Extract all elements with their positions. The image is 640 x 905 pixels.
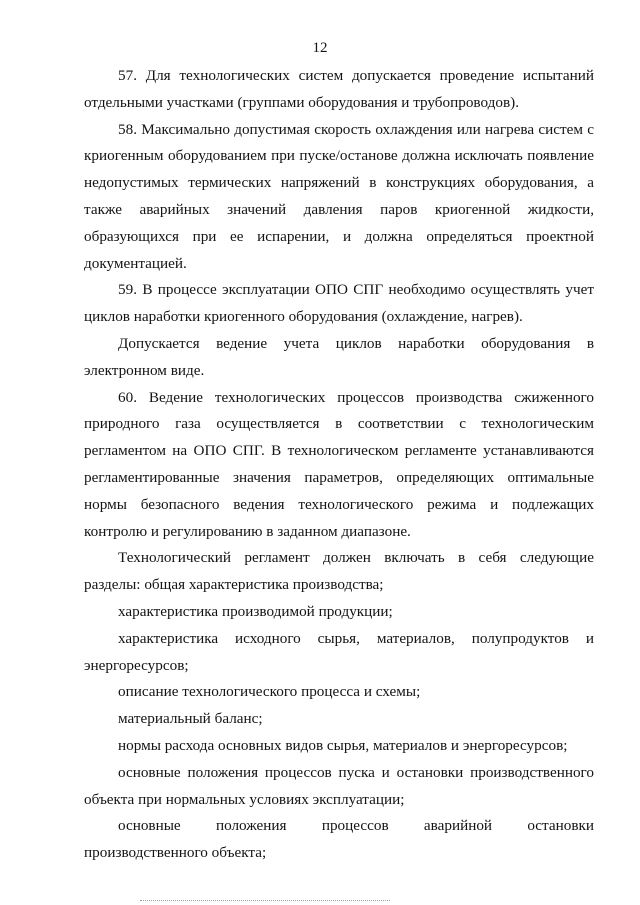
list-item-consumption-norms: нормы расхода основных видов сырья, материалов и энергоресурсов; bbox=[118, 736, 568, 754]
paragraph-60: 60. Ведение технологических процессов производства сжиженного природного газа осуществляется в соответствии с технологическим регламентом на ОПО СПГ. В технологическом регламенте устанавливаются регламентированные значения параметров, определяющих оптимальные нормы безопасного ведения технологического режима и подлежащих контролю и регулированию в заданном диапазоне. bbox=[84, 388, 594, 540]
list-item-material-balance: материальный баланс; bbox=[118, 710, 263, 728]
page-number: 12 bbox=[312, 40, 328, 56]
document-body bbox=[84, 63, 594, 867]
list-item-raw-materials: характеристика исходного сырья, материалов, полупродуктов и энергоресурсов; bbox=[84, 629, 594, 674]
paragraph-59: 59. В процессе эксплуатации ОПО СПГ необходимо осуществлять учет циклов наработки криогенного оборудования (охлаждение, нагрев). bbox=[84, 281, 594, 326]
list-item-process-description: описание технологического процесса и схемы; bbox=[118, 683, 421, 701]
list-item-product-characteristics: характеристика производимой продукции; bbox=[118, 602, 393, 620]
paragraph-regulation-sections: Технологический регламент должен включать в себя следующие разделы: общая характеристика производства; bbox=[84, 549, 594, 594]
paragraph-57: 57. Для технологических систем допускается проведение испытаний отдельными участками (группами оборудования и трубопроводов). bbox=[84, 67, 594, 111]
list-item-startup-shutdown: основные положения процессов пуска и остановки производственного объекта при нормальных условиях эксплуатации; bbox=[84, 763, 594, 808]
paragraph-58: 58. Максимально допустимая скорость охлаждения или нагрева систем с криогенным оборудованием при пуске/останове должна исключать появление недопустимых термических напряжений в конструкциях оборудования, а также аварийных значений давления паров криогенной жидкости, образующихся при ее испарении, и должна определяться проектной документацией. bbox=[84, 120, 594, 272]
list-item-emergency-shutdown: основные положения процессов аварийной остановки производственного объекта; bbox=[84, 817, 594, 862]
scan-edge-mark bbox=[140, 900, 390, 901]
paragraph-electronic-records: Допускается ведение учета циклов наработки оборудования в электронном виде. bbox=[84, 334, 594, 379]
